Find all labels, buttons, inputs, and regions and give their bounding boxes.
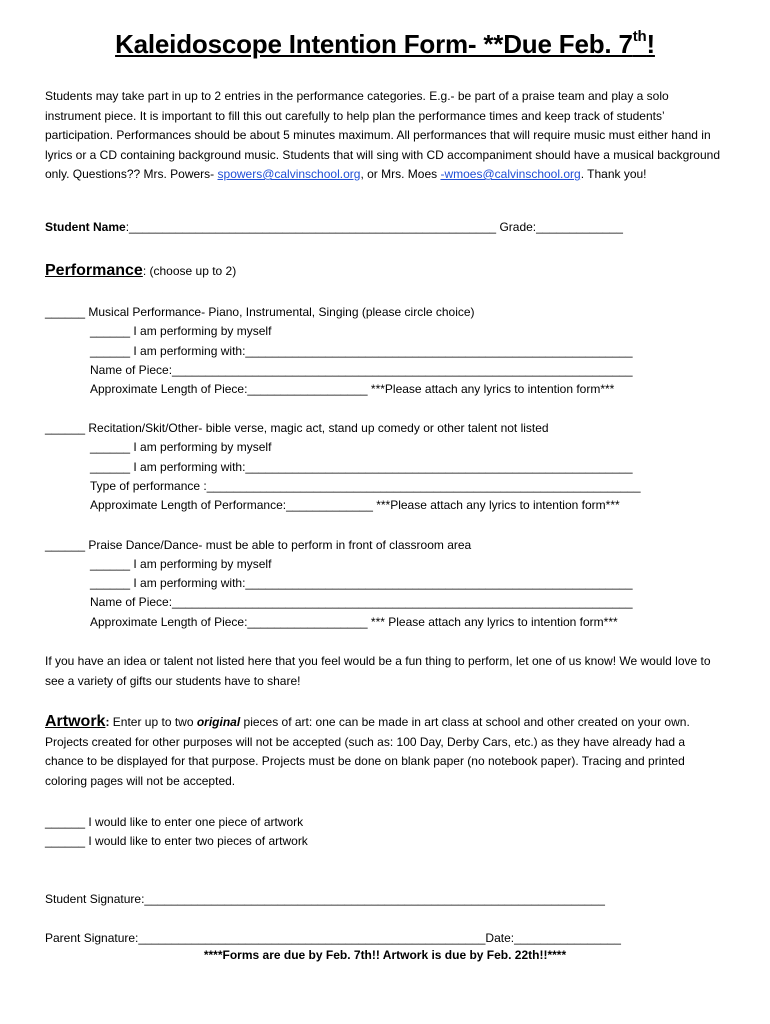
musical-length-field[interactable]: Approximate Length of Piece:__________________ ***Please attach any lyrics to intention form*** — [90, 382, 615, 396]
artwork-paragraph: Artwork: Enter up to two original pieces of art: one can be made in art class at school and other created on your own. Projects created for other purposes will not be accepted (such as: 100 Day, Derby Cars, etc.) as they have already had a chance to be displayed for that purpose. Projects must be done on blank paper (no notebook paper). Tracing and printed coloring pages will not be accepted. — [45, 713, 690, 788]
musical-performance-option[interactable]: ______ Musical Performance- Piano, Instrumental, Singing (please circle choice) — [45, 305, 475, 319]
recitation-alone-option[interactable]: ______ I am performing by myself — [90, 440, 272, 454]
musical-with-field[interactable]: ______ I am performing with:__________________________________________________________ — [90, 344, 633, 358]
dance-option[interactable]: ______ Praise Dance/Dance- must be able to perform in front of classroom area — [45, 538, 472, 552]
title-text: Kaleidoscope Intention Form- **Due Feb. 7 — [115, 29, 633, 59]
intro-paragraph: Students may take part in up to 2 entries in the performance categories. E.g.- be part of a praise team and play a solo instrument piece. It is important to fill this out carefully to help plan the performance times and keep track of students’ participation. Performances should be about 5 minutes maximum. All performances that will require music must either hand in lyrics or a CD containing background music. Students that will sing with CD accompaniment should have a musical background only. Questions?? Mrs. Powers- spowers@calvinschool.org, or Mrs. Moes -wmoes@calvinschool.org. Thank you! — [45, 89, 720, 181]
student-signature-field[interactable]: Student Signature:_____________________________________________________________________ — [45, 892, 605, 906]
dance-piece-field[interactable]: Name of Piece:_____________________________________________________________________ — [90, 595, 633, 609]
performance-note: : (choose up to 2) — [142, 264, 237, 278]
artwork-one-option[interactable]: ______ I would like to enter one piece of artwork — [45, 815, 304, 829]
form-title — [0, 26, 770, 62]
due-date-footer: ****Forms are due by Feb. 7th!! Artwork is due by Feb. 22th!!**** — [203, 948, 567, 962]
performance-heading-row — [45, 261, 236, 281]
other-talent-paragraph: If you have an idea or talent not listed here that you feel would be a fun thing to perform, let one of us know! We would love to see a variety of gifts our students have to share! — [45, 654, 711, 688]
musical-alone-option[interactable]: ______ I am performing by myself — [90, 324, 272, 338]
recitation-option[interactable]: ______ Recitation/Skit/Other- bible verse, magic act, stand up comedy or other talent not listed — [45, 421, 549, 435]
title-superscript: th — [632, 28, 647, 45]
parent-signature-field[interactable]: Parent Signature:____________________________________________________Date:________________ — [45, 931, 621, 945]
dance-length-field[interactable]: Approximate Length of Piece:__________________ *** Please attach any lyrics to intention form*** — [90, 615, 618, 629]
dance-alone-option[interactable]: ______ I am performing by myself — [90, 557, 272, 571]
title-end: ! — [646, 29, 655, 59]
student-name-field[interactable]: :_______________________________________________________ — [125, 220, 497, 234]
artwork-two-option[interactable]: ______ I would like to enter two pieces of artwork — [45, 834, 308, 848]
email-link-powers[interactable]: spowers@calvinschool.org — [217, 167, 361, 181]
performance-heading: Performance — [45, 262, 143, 279]
artwork-original-emphasis: original — [196, 715, 241, 729]
email-link-moes[interactable]: -wmoes@calvinschool.org — [440, 167, 581, 181]
recitation-type-field[interactable]: Type of performance :_________________________________________________________________ — [90, 479, 641, 493]
grade-field[interactable]: Grade:_____________ — [499, 220, 623, 234]
recitation-with-field[interactable]: ______ I am performing with:__________________________________________________________ — [90, 460, 633, 474]
dance-with-field[interactable]: ______ I am performing with:__________________________________________________________ — [90, 576, 633, 590]
musical-piece-field[interactable]: Name of Piece:_____________________________________________________________________ — [90, 363, 633, 377]
student-name-row — [45, 219, 623, 235]
artwork-heading: Artwork — [45, 713, 106, 730]
student-name-label: Student Name — [45, 220, 126, 234]
recitation-length-field[interactable]: Approximate Length of Performance:_____________ ***Please attach any lyrics to intention form*** — [90, 498, 620, 512]
